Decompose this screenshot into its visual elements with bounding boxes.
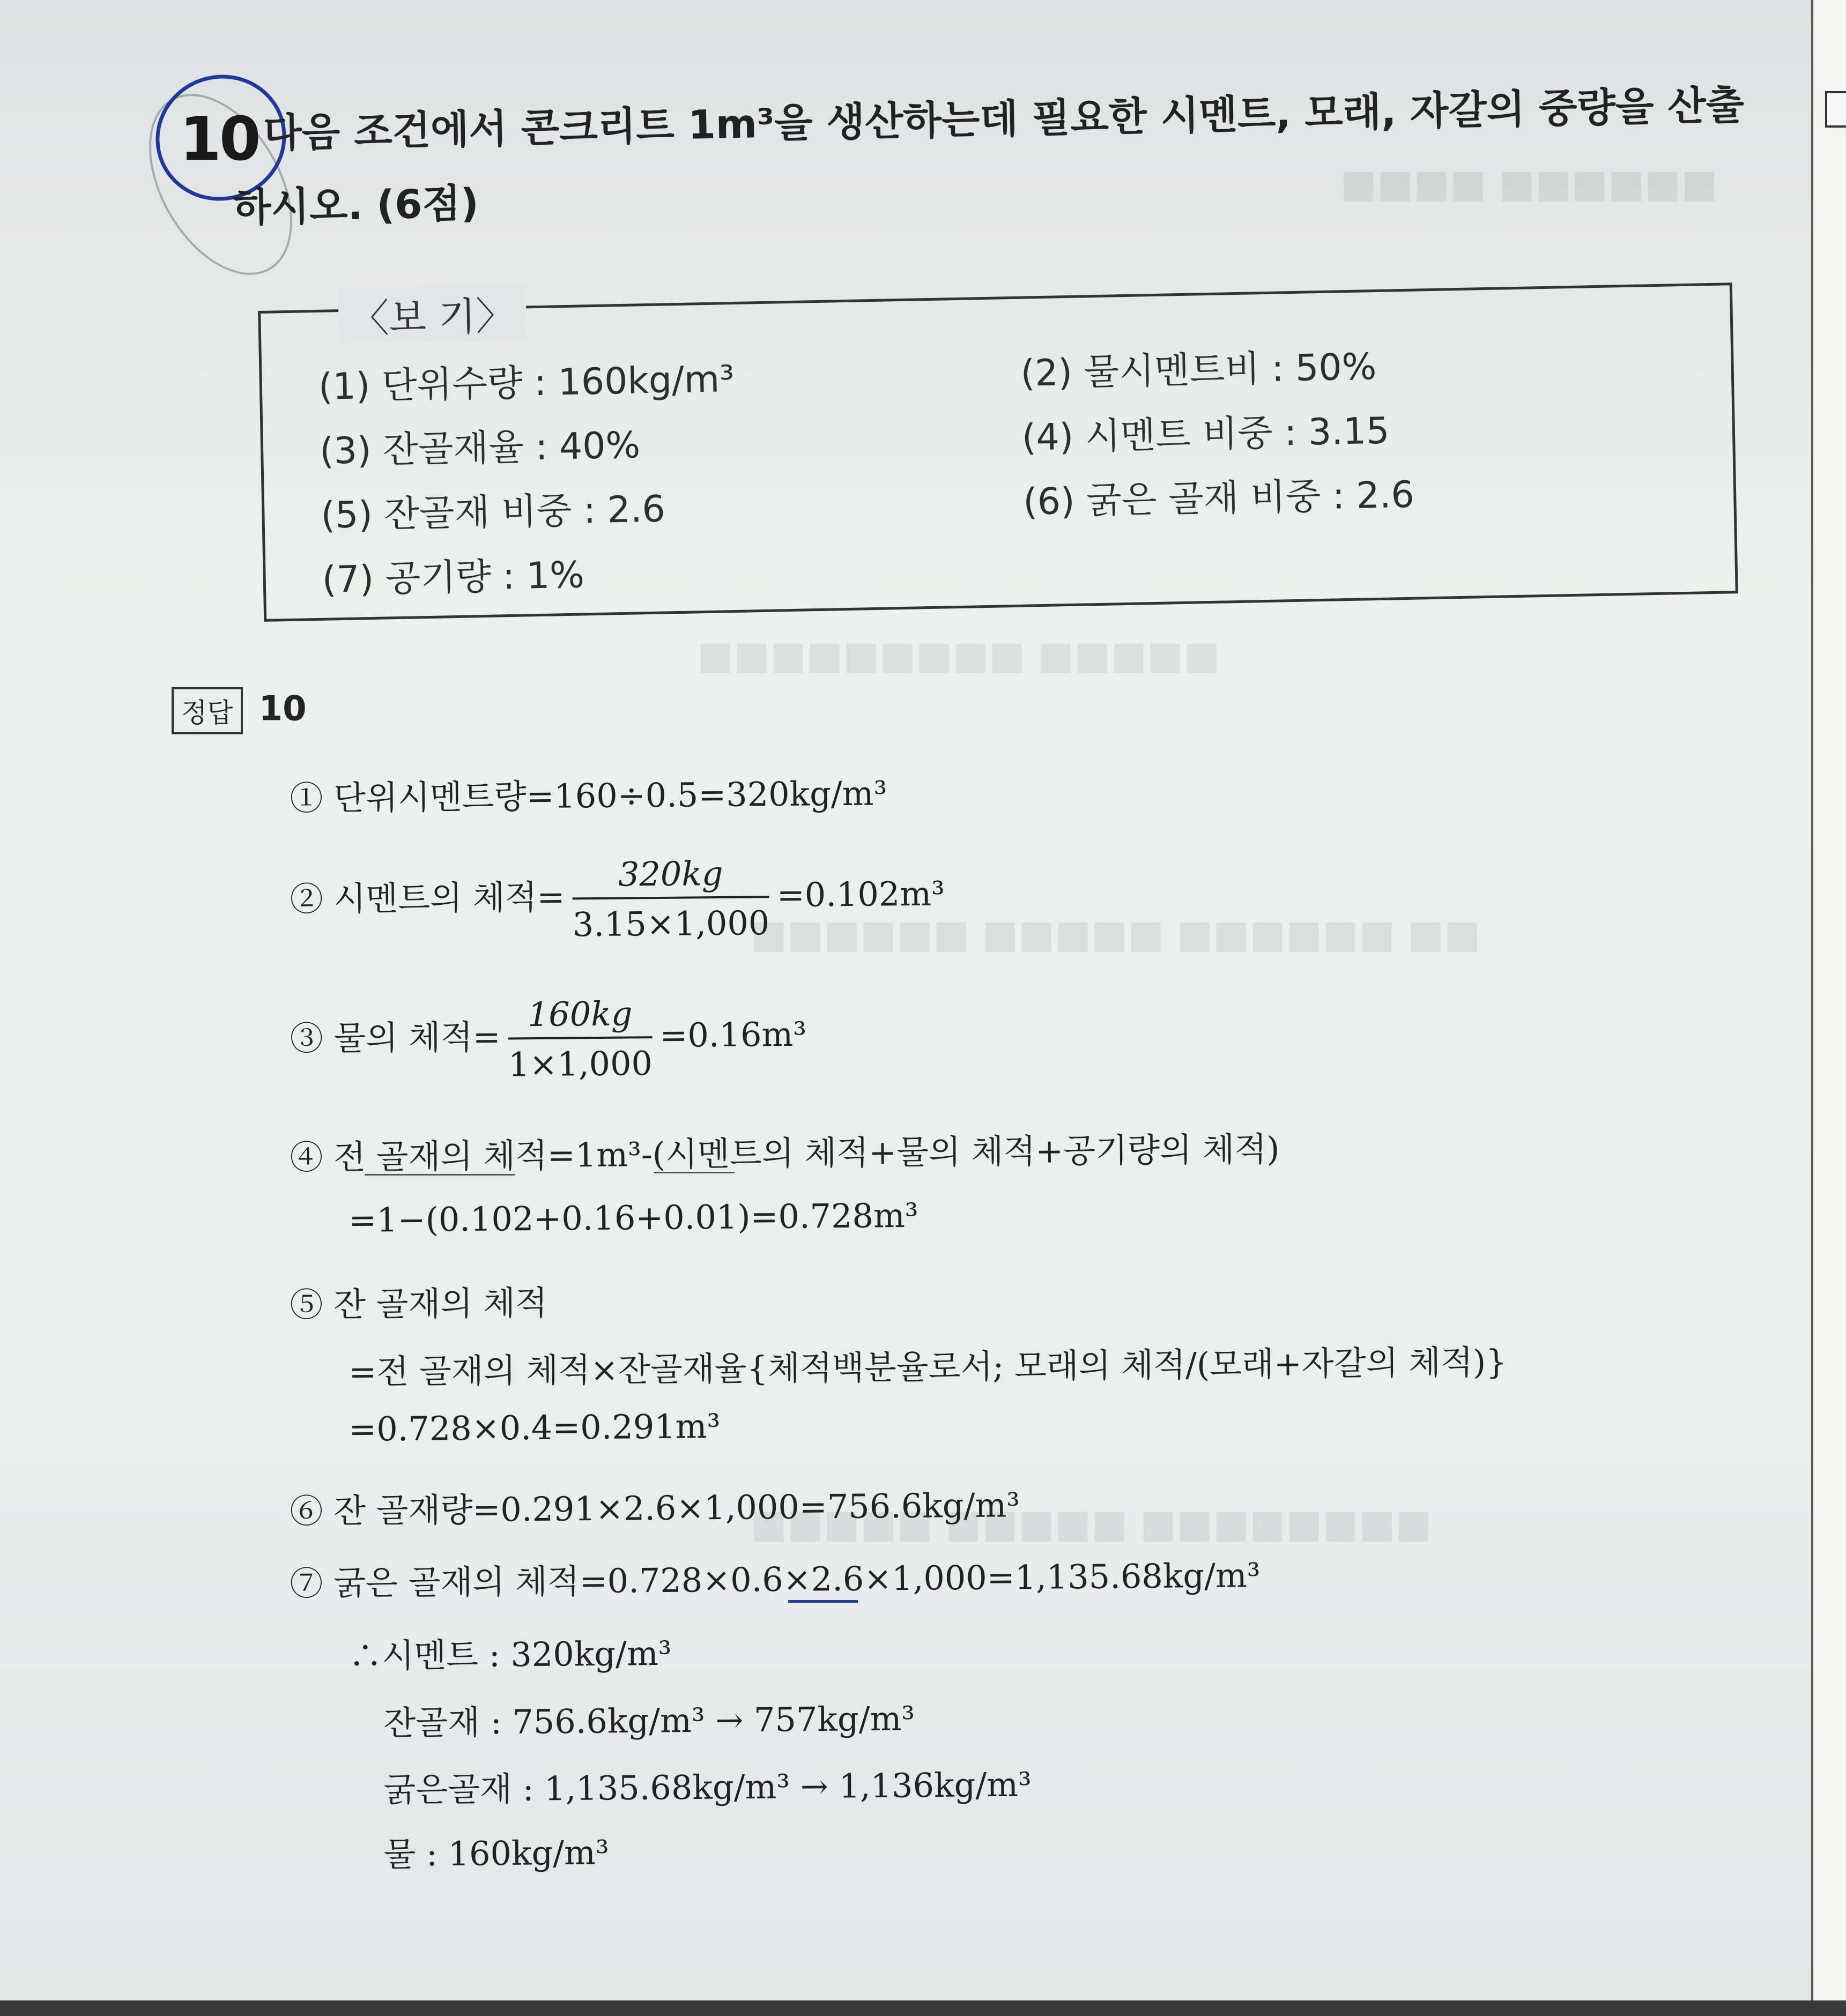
pencil-underline bbox=[365, 1174, 515, 1176]
bleed-through: ■■■■■ ■■■■■ ■■■■■■■■ bbox=[751, 1501, 1432, 1546]
step-2-result: =0.102m³ bbox=[776, 874, 945, 915]
condition-item: (5) 잔골재 비중 : 2.6 bbox=[320, 488, 666, 537]
bleed-through: ■■■■ ■■■■■■ bbox=[1340, 161, 1718, 206]
fraction-denominator: 1×1,000 bbox=[508, 1044, 653, 1084]
answer-tag: 정답 bbox=[172, 687, 243, 734]
fraction bbox=[572, 853, 770, 944]
fraction-denominator: 3.15×1,000 bbox=[572, 903, 770, 944]
solution-step-6: ⑥ 잔 골재량=0.291×2.6×1,000=756.6kg/m³ bbox=[290, 1485, 1020, 1531]
condition-item: (1) 단위수량 : 160kg/m³ bbox=[318, 358, 735, 408]
conditions-box bbox=[257, 250, 1744, 622]
step-3-label: ③ 물의 체적= bbox=[290, 1017, 501, 1059]
solution-step-5-detail: =전 골재의 체적×잔골재율{체적백분율로서; 모래의 체적/(모래+자갈의 체적)} bbox=[349, 1342, 1507, 1392]
answer-heading bbox=[172, 687, 307, 734]
condition-item: (7) 공기량 : 1% bbox=[322, 554, 585, 601]
solution-step-7: ⑦ 굵은 골재의 체적=0.728×0.6×2.6×1,000=1,135.68kg/m³ bbox=[290, 1556, 1261, 1603]
result-cement: ∴시멘트 : 320kg/m³ bbox=[349, 1633, 672, 1676]
bleed-through: ■■■■■■■■■ ■■■■■ bbox=[697, 633, 1220, 678]
step-2-label: ② 시멘트의 체적= bbox=[290, 877, 565, 919]
question-number: 10 bbox=[180, 105, 259, 174]
condition-item: (2) 물시멘트비 : 50% bbox=[1020, 345, 1377, 395]
page-bottom-shadow bbox=[0, 2000, 1846, 2016]
solution-step-4: ④ 전 골재의 체적=1m³-(시멘트의 체적+물의 체적+공기량의 체적) bbox=[290, 1129, 1280, 1177]
solution-step-4-calc: =1−(0.102+0.16+0.01)=0.728m³ bbox=[349, 1195, 918, 1240]
condition-item: (4) 시멘트 비중 : 3.15 bbox=[1021, 410, 1390, 459]
page-tab-marker bbox=[1825, 91, 1846, 128]
question-line-2: 하시오. (6점) bbox=[232, 180, 479, 232]
fraction bbox=[508, 994, 653, 1084]
question-text bbox=[232, 67, 1788, 244]
solution-step-5: ⑤ 잔 골재의 체적 bbox=[290, 1283, 548, 1325]
result-fine-aggregate: 잔골재 : 756.6kg/m³ → 757kg/m³ bbox=[383, 1699, 915, 1743]
solution-step-1: ① 단위시멘트량=160÷0.5=320kg/m³ bbox=[290, 773, 887, 818]
answer-number: 10 bbox=[258, 689, 307, 729]
solution-step-3 bbox=[290, 993, 807, 1086]
question-line-1: 다음 조건에서 콘크리트 1m³을 생산하는데 필요한 시멘트, 모래, 자갈의 중량을 산출 bbox=[263, 81, 1745, 157]
result-coarse-aggregate: 굵은골재 : 1,135.68kg/m³ → 1,136kg/m³ bbox=[383, 1765, 1032, 1810]
condition-item: (3) 잔골재율 : 40% bbox=[319, 424, 641, 473]
fraction-numerator: 160kg bbox=[508, 994, 653, 1039]
solution-step-5-calc: =0.728×0.4=0.291m³ bbox=[349, 1406, 721, 1449]
pen-underline bbox=[788, 1600, 858, 1603]
pencil-underline bbox=[654, 1172, 735, 1173]
step-3-result: =0.16m³ bbox=[659, 1014, 807, 1055]
fraction-numerator: 320kg bbox=[572, 853, 769, 899]
conditions-title: 〈보 기〉 bbox=[338, 284, 527, 344]
bleed-through: ■■■■■■ ■■■■■ ■■■■■■ ■■ bbox=[751, 911, 1481, 956]
solution-step-2 bbox=[290, 852, 945, 947]
condition-item: (6) 굵은 골재 비중 : 2.6 bbox=[1022, 473, 1415, 524]
adjacent-page-edge bbox=[1811, 0, 1846, 2016]
result-water: 물 : 160kg/m³ bbox=[383, 1833, 610, 1874]
